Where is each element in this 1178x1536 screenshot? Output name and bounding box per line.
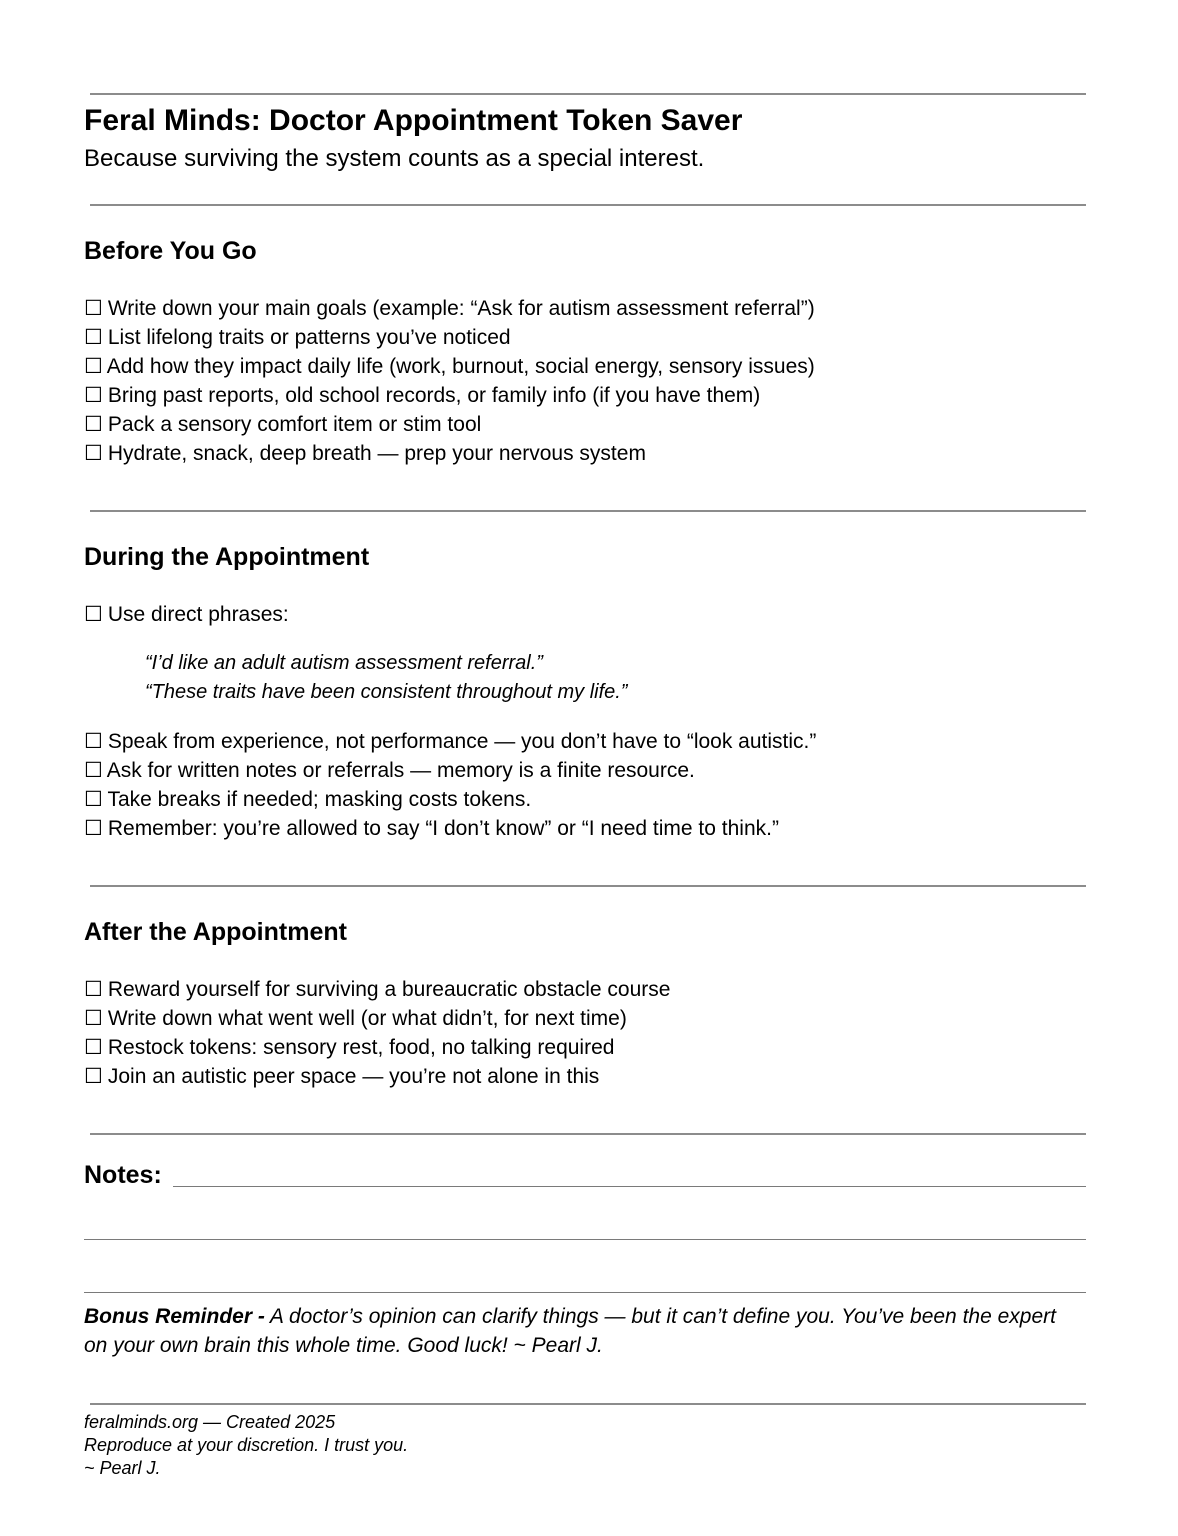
notes-line[interactable] xyxy=(84,1239,1086,1240)
checkbox-icon[interactable]: ☐ xyxy=(84,978,103,1001)
list-item[interactable]: ☐ Hydrate, snack, deep breath — prep your nervous system xyxy=(84,439,815,468)
list-item[interactable]: ☐ Pack a sensory comfort item or stim tool xyxy=(84,410,815,439)
section-heading-during: During the Appointment xyxy=(84,543,370,571)
divider-footer xyxy=(90,1403,1086,1405)
footer xyxy=(84,1411,408,1480)
checkbox-icon[interactable]: ☐ xyxy=(84,355,103,378)
page-subtitle: Because surviving the system counts as a special interest. xyxy=(84,145,705,172)
checkbox-icon[interactable]: ☐ xyxy=(84,1065,103,1088)
divider-top xyxy=(90,93,1086,95)
checkbox-icon[interactable]: ☐ xyxy=(84,1036,103,1059)
checkbox-icon[interactable]: ☐ xyxy=(84,759,103,782)
list-item[interactable]: ☐ Take breaks if needed; masking costs tokens. xyxy=(84,785,816,814)
checklist-after xyxy=(84,975,670,1091)
checklist-during xyxy=(84,727,816,843)
example-phrase: “I’d like an adult autism assessment referral.” xyxy=(145,652,543,674)
checkbox-icon[interactable]: ☐ xyxy=(84,297,103,320)
checkbox-icon[interactable]: ☐ xyxy=(84,817,103,840)
checkbox-icon[interactable]: ☐ xyxy=(84,442,103,465)
checkbox-icon[interactable]: ☐ xyxy=(84,413,103,436)
checklist-before xyxy=(84,294,815,468)
page-title: Feral Minds: Doctor Appointment Token Saver xyxy=(84,104,743,137)
notes-line[interactable] xyxy=(84,1292,1086,1293)
list-item[interactable]: ☐ Add how they impact daily life (work, burnout, social energy, sensory issues) xyxy=(84,352,815,381)
divider-before xyxy=(90,510,1086,512)
divider-header xyxy=(90,204,1086,206)
list-item[interactable]: ☐ Write down what went well (or what didn’t, for next time) xyxy=(84,1004,670,1033)
notes-line[interactable] xyxy=(173,1186,1086,1187)
footer-signature: ~ Pearl J. xyxy=(84,1458,161,1478)
divider-during xyxy=(90,885,1086,887)
section-heading-before: Before You Go xyxy=(84,237,257,265)
footer-line: feralminds.org — Created 2025 xyxy=(84,1412,336,1432)
list-item[interactable]: ☐ Write down your main goals (example: “Ask for autism assessment referral”) xyxy=(84,294,815,323)
list-item[interactable]: ☐ Use direct phrases: xyxy=(84,600,289,629)
example-phrase: “These traits have been consistent throughout my life.” xyxy=(145,681,628,703)
divider-after xyxy=(90,1133,1086,1135)
bonus-text: A doctor’s opinion can clarify things — but it can’t define you. You’ve been the expert on your own brain this whole time. Good luck! ~ Pearl J. xyxy=(84,1305,1056,1357)
list-item[interactable]: ☐ Speak from experience, not performance — you don’t have to “look autistic.” xyxy=(84,727,816,756)
checkbox-icon[interactable]: ☐ xyxy=(84,326,103,349)
list-item[interactable]: ☐ Ask for written notes or referrals — memory is a finite resource. xyxy=(84,756,816,785)
bonus-reminder xyxy=(84,1302,1084,1360)
checkbox-icon[interactable]: ☐ xyxy=(84,788,103,811)
list-item[interactable]: ☐ Join an autistic peer space — you’re not alone in this xyxy=(84,1062,670,1091)
checkbox-icon[interactable]: ☐ xyxy=(84,384,103,407)
notes-label: Notes: xyxy=(84,1161,162,1189)
checkbox-icon[interactable]: ☐ xyxy=(84,603,103,626)
list-item[interactable]: ☐ Reward yourself for surviving a bureaucratic obstacle course xyxy=(84,975,670,1004)
checkbox-icon[interactable]: ☐ xyxy=(84,1007,103,1030)
section-heading-after: After the Appointment xyxy=(84,918,347,946)
checklist-during-intro xyxy=(84,600,289,629)
example-phrases xyxy=(145,649,627,707)
list-item[interactable]: ☐ List lifelong traits or patterns you’ve noticed xyxy=(84,323,815,352)
footer-line: Reproduce at your discretion. I trust you. xyxy=(84,1435,409,1455)
list-item[interactable]: ☐ Bring past reports, old school records, or family info (if you have them) xyxy=(84,381,815,410)
checkbox-icon[interactable]: ☐ xyxy=(84,730,103,753)
bonus-label: Bonus Reminder - xyxy=(84,1305,265,1328)
list-item[interactable]: ☐ Restock tokens: sensory rest, food, no talking required xyxy=(84,1033,670,1062)
list-item[interactable]: ☐ Remember: you’re allowed to say “I don’t know” or “I need time to think.” xyxy=(84,814,816,843)
